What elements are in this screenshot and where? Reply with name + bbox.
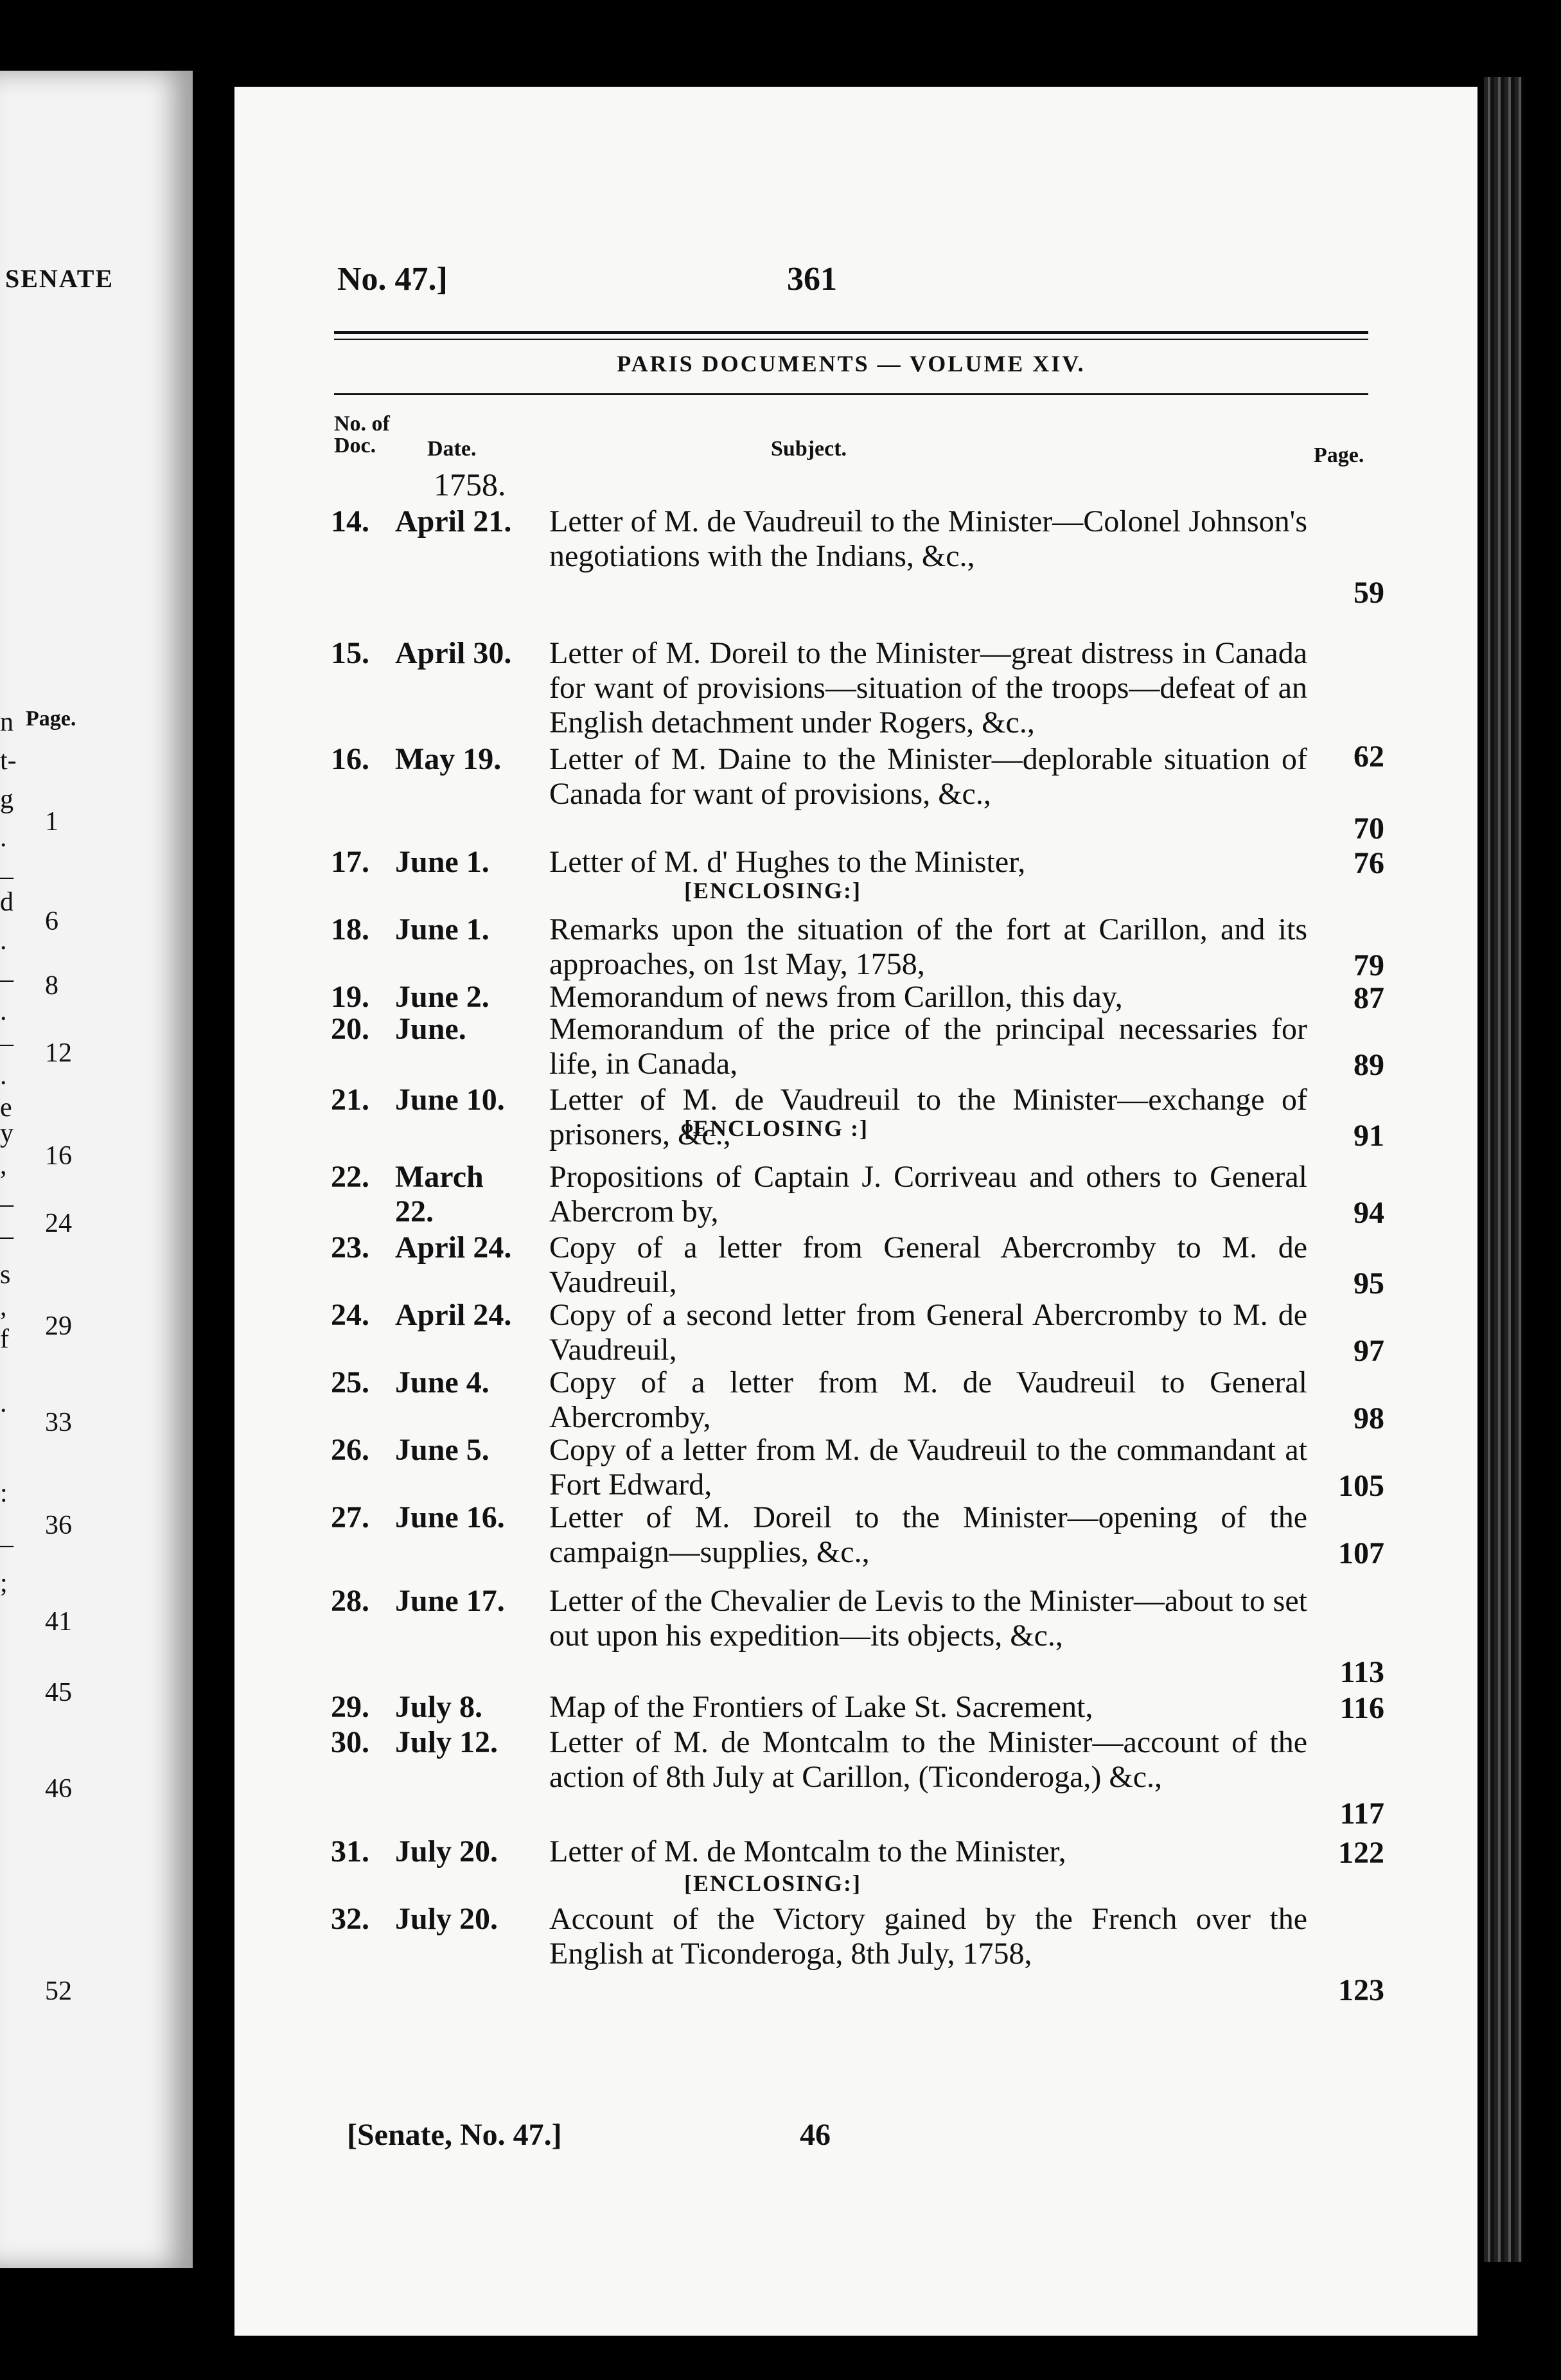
margin-fragment: . (0, 1389, 7, 1418)
entry-date: March 22. (395, 1160, 484, 1229)
header-rule (334, 331, 1368, 334)
entry-page: 107 (1338, 1536, 1384, 1570)
entry-subject: Copy of a letter from M. de Vaudreuil to the commandant at Fort Edward, (549, 1433, 1307, 1502)
entry-number: 17. (331, 845, 369, 879)
entry-page: 105 (1338, 1469, 1384, 1503)
index-entry (331, 1834, 1384, 1870)
column-header-doc: No. of Doc. (334, 412, 390, 457)
column-header-page: Page. (1314, 443, 1364, 467)
index-entry (331, 1160, 1384, 1230)
margin-fragment: , (0, 1151, 7, 1180)
index-entry (331, 845, 1384, 881)
entry-page: 98 (1354, 1401, 1384, 1435)
entry-subject: Letter of M. d' Hughes to the Minister, (549, 845, 1026, 879)
header-rule-thin (334, 339, 1368, 340)
left-page-number: 46 (45, 1774, 72, 1804)
margin-fragment: – (0, 1029, 13, 1058)
left-page-number: 1 (45, 807, 58, 837)
entry-page: 95 (1354, 1266, 1384, 1301)
index-entry (331, 1690, 1384, 1726)
enclosing-marker: [ENCLOSING:] (684, 878, 862, 903)
footer-signature: 46 (800, 2118, 831, 2152)
left-page-number: 52 (45, 1976, 72, 2006)
entry-date: April 24. (395, 1298, 512, 1332)
entry-subject: Letter of M. de Montcalm to the Minister, (549, 1834, 1066, 1869)
entry-number: 20. (331, 1012, 369, 1046)
entry-number: 29. (331, 1690, 369, 1724)
entry-subject: Letter of M. Doreil to the Minister—great distress in Canada for want of provisions—situation of the troops—defeat of an English detachment under Rogers, &c., (549, 636, 1307, 740)
margin-fragment: f (0, 1324, 9, 1354)
entry-date: June 2. (395, 980, 489, 1014)
entry-subject: Map of the Frontiers of Lake St. Sacrement, (549, 1690, 1093, 1724)
column-header-date: Date. (427, 437, 477, 461)
entry-date: June 1. (395, 912, 489, 946)
left-page-number: 29 (45, 1311, 72, 1341)
index-entry (331, 912, 1384, 983)
entry-page: 62 (1354, 740, 1384, 774)
enclosing-marker: [ENCLOSING:] (684, 1870, 862, 1896)
left-page-number: 8 (45, 971, 58, 1000)
entry-number: 14. (331, 504, 369, 538)
index-entry (331, 504, 1384, 610)
left-page-number: 12 (45, 1038, 72, 1068)
entry-number: 21. (331, 1083, 369, 1117)
entry-page: 91 (1354, 1119, 1384, 1153)
year-label: 1758. (434, 466, 506, 502)
left-page-number: 41 (45, 1607, 72, 1637)
left-page-number: 16 (45, 1141, 72, 1171)
margin-fragment: – (0, 964, 13, 994)
margin-fragment: g (0, 785, 13, 814)
title-rule (334, 393, 1368, 395)
doc-number-header: No. 47.] (337, 261, 448, 298)
entry-number: 31. (331, 1834, 369, 1869)
entry-date: July 12. (395, 1725, 498, 1759)
left-page-label: Page. (26, 707, 76, 731)
margin-fragment: . (0, 997, 7, 1026)
margin-fragment: n (0, 707, 13, 737)
index-entry (331, 1298, 1384, 1369)
entry-number: 30. (331, 1725, 369, 1759)
entry-subject: Propositions of Captain J. Corriveau and others to General Abercrom by, (549, 1160, 1307, 1229)
margin-fragment: ; (0, 1568, 8, 1598)
document-page (234, 87, 1477, 2336)
entry-page: 117 (1339, 1797, 1384, 1831)
index-entry (331, 1433, 1384, 1504)
margin-fragment: s (0, 1260, 11, 1290)
entry-subject: Memorandum of news from Carillon, this day, (549, 980, 1123, 1014)
entry-date: June 10. (395, 1083, 505, 1117)
entry-date: April 24. (395, 1230, 512, 1265)
left-page-number: 6 (45, 907, 58, 936)
index-entry (331, 742, 1384, 846)
margin-fragment: . (0, 1061, 7, 1090)
entry-number: 25. (331, 1365, 369, 1399)
entry-date: June. (395, 1012, 466, 1046)
index-entry (331, 1500, 1384, 1571)
entry-subject: Copy of a letter from M. de Vaudreuil to General Abercromby, (549, 1365, 1307, 1434)
margin-fragment: t- (0, 746, 17, 776)
margin-fragment: – (0, 1221, 13, 1251)
entry-page: 87 (1354, 981, 1384, 1015)
left-page-header: SENATE (5, 264, 114, 293)
entry-page: 76 (1354, 846, 1384, 880)
entry-page: 89 (1354, 1048, 1384, 1082)
entry-number: 22. (331, 1160, 369, 1194)
entry-subject: Letter of the Chevalier de Levis to the Minister—about to set out upon his expedition—its objects, &c., (549, 1584, 1307, 1653)
entry-page: 94 (1354, 1196, 1384, 1230)
entry-page: 113 (1339, 1655, 1384, 1689)
index-entry (331, 1012, 1384, 1083)
index-entry (331, 1584, 1384, 1690)
entry-number: 16. (331, 742, 369, 776)
left-page-number: 36 (45, 1511, 72, 1540)
margin-fragment: d (0, 887, 13, 917)
column-header-subject: Subject. (771, 437, 847, 461)
entry-number: 23. (331, 1230, 369, 1265)
entry-page: 79 (1354, 948, 1384, 982)
entry-date: June 4. (395, 1365, 489, 1399)
entry-subject: Letter of M. de Montcalm to the Minister—account of the action of 8th July at Carillon, (Ticonderoga,) &c., (549, 1725, 1307, 1794)
entry-date: June 5. (395, 1433, 489, 1467)
entry-page: 97 (1354, 1334, 1384, 1368)
entry-subject: Letter of M. de Vaudreuil to the Minister—Colonel Johnson's negotiations with the Indians, &c., (549, 504, 1307, 573)
index-entry (331, 980, 1384, 1016)
enclosing-marker: [ENCLOSING :] (684, 1115, 869, 1141)
entry-subject: Account of the Victory gained by the French over the English at Ticonderoga, 8th July, 1758, (549, 1902, 1307, 1971)
entry-page: 59 (1354, 576, 1384, 610)
entry-number: 28. (331, 1584, 369, 1618)
margin-fragment: – (0, 862, 13, 891)
left-page-number: 45 (45, 1678, 72, 1707)
entry-date: June 16. (395, 1500, 505, 1534)
book-spine (1484, 77, 1522, 2262)
entry-page: 123 (1338, 1973, 1384, 2007)
entry-page: 70 (1354, 812, 1384, 846)
index-entry (331, 1725, 1384, 1831)
page-number: 361 (787, 261, 837, 298)
entry-date: May 19. (395, 742, 502, 776)
entry-number: 24. (331, 1298, 369, 1332)
margin-fragment: y (0, 1119, 13, 1148)
index-entry (331, 1230, 1384, 1301)
margin-fragment: – (0, 1189, 13, 1219)
entry-date: April 30. (395, 636, 512, 670)
index-entry (331, 1365, 1384, 1436)
margin-fragment: e (0, 1093, 12, 1123)
entry-date: June 1. (395, 845, 489, 879)
entry-number: 18. (331, 912, 369, 946)
entry-number: 32. (331, 1902, 369, 1936)
entry-subject: Copy of a letter from General Abercromby to M. de Vaudreuil, (549, 1230, 1307, 1299)
margin-fragment: : (0, 1479, 8, 1508)
footer-senate: [Senate, No. 47.] (347, 2118, 562, 2152)
entry-page: 122 (1338, 1836, 1384, 1870)
left-page-fragment (0, 71, 193, 2268)
page-title: PARIS DOCUMENTS — VOLUME XIV. (617, 351, 1086, 377)
margin-fragment: – (0, 1530, 13, 1559)
entry-subject: Memorandum of the price of the principal necessaries for life, in Canada, (549, 1012, 1307, 1081)
margin-fragment: . (0, 926, 7, 955)
left-page-number: 33 (45, 1408, 72, 1437)
entry-date: July 20. (395, 1834, 498, 1869)
entry-subject: Remarks upon the situation of the fort at Carillon, and its approaches, on 1st May, 1758, (549, 912, 1307, 981)
entry-number: 19. (331, 980, 369, 1014)
margin-fragment: . (0, 823, 7, 853)
entry-page: 116 (1339, 1691, 1384, 1725)
entry-subject: Letter of M. Daine to the Minister—deplorable situation of Canada for want of provisions, &c., (549, 742, 1307, 811)
left-page-number: 24 (45, 1209, 72, 1238)
entry-date: July 8. (395, 1690, 483, 1724)
entry-subject: Letter of M. Doreil to the Minister—opening of the campaign—supplies, &c., (549, 1500, 1307, 1569)
margin-fragment: , (0, 1292, 7, 1322)
entry-date: June 17. (395, 1584, 505, 1618)
index-entry (331, 1902, 1384, 2008)
entry-number: 27. (331, 1500, 369, 1534)
entry-number: 26. (331, 1433, 369, 1467)
entry-subject: Copy of a second letter from General Abercromby to M. de Vaudreuil, (549, 1298, 1307, 1367)
entry-subject: Letter of M. de Vaudreuil to the Minister—exchange of prisoners, &c., (549, 1083, 1307, 1151)
entry-date: April 21. (395, 504, 512, 538)
entry-date: July 20. (395, 1902, 498, 1936)
entry-number: 15. (331, 636, 369, 670)
